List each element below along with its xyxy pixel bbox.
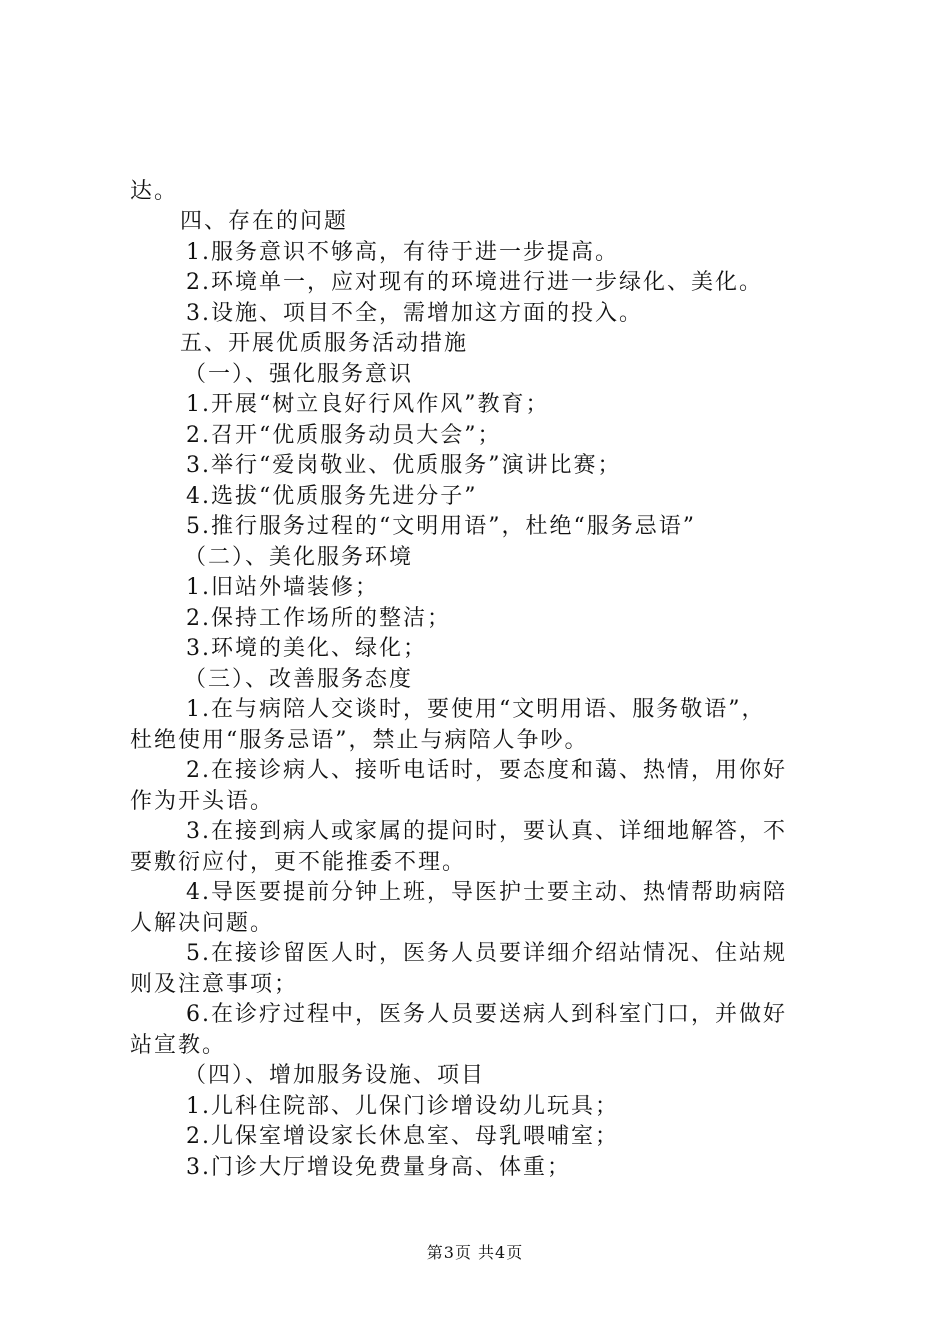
list-item: 2.在接诊病人、接听电话时，要态度和蔼、热情，用你好 — [186, 758, 787, 783]
subsection-heading: （一）、强化服务意识 — [184, 362, 414, 387]
list-item: 4.选拔“优质服务先进分子” — [186, 484, 478, 509]
subsection-heading: （三）、改善服务态度 — [184, 667, 414, 692]
section-heading: 四、存在的问题 — [180, 209, 349, 234]
list-item-continuation: 则及注意事项； — [130, 972, 299, 997]
text-line: 达。 — [130, 179, 179, 204]
list-item: 3.设施、项目不全，需增加这方面的投入。 — [186, 301, 643, 326]
list-item: 3.门诊大厅增设免费量身高、体重； — [186, 1155, 571, 1180]
list-item: 4.导医要提前分钟上班，导医护士要主动、热情帮助病陪 — [186, 880, 787, 905]
list-item: 3.举行“爱岗敬业、优质服务”演讲比赛； — [186, 453, 622, 478]
section-heading: 五、开展优质服务活动措施 — [180, 331, 469, 356]
list-item: 1.开展“树立良好行风作风”教育； — [186, 392, 550, 417]
list-item: 2.环境单一，应对现有的环境进行进一步绿化、美化。 — [186, 270, 763, 295]
list-item: 3.在接到病人或家属的提问时，要认真、详细地解答，不 — [186, 819, 787, 844]
list-item: 6.在诊疗过程中，医务人员要送病人到科室门口，并做好 — [186, 1002, 787, 1027]
list-item-continuation: 人解决问题。 — [130, 911, 275, 936]
page-footer: 第3页 共4页 — [426, 1243, 524, 1262]
list-item-continuation: 要敷衍应付，更不能推委不理。 — [130, 850, 467, 875]
list-item: 1.旧站外墙装修； — [186, 575, 379, 600]
list-item: 2.保持工作场所的整洁； — [186, 606, 451, 631]
subsection-heading: （四）、增加服务设施、项目 — [184, 1063, 486, 1088]
list-item-continuation: 作为开头语。 — [130, 789, 275, 814]
list-item: 1.儿科住院部、儿保门诊增设幼儿玩具； — [186, 1094, 619, 1119]
list-item-continuation: 杜绝使用“服务忌语”，禁止与病陪人争吵。 — [130, 728, 589, 753]
list-item: 1.服务意识不够高，有待于进一步提高。 — [186, 240, 619, 265]
list-item: 3.环境的美化、绿化； — [186, 636, 427, 661]
list-item-continuation: 站宣教。 — [130, 1033, 227, 1058]
list-item: 2.召开“优质服务动员大会”； — [186, 423, 502, 448]
list-item: 1.在与病陪人交谈时，要使用“文明用语、服务敬语”， — [186, 697, 766, 722]
list-item: 5.在接诊留医人时，医务人员要详细介绍站情况、住站规 — [186, 941, 787, 966]
subsection-heading: （二）、美化服务环境 — [184, 545, 414, 570]
list-item: 2.儿保室增设家长休息室、母乳喂哺室； — [186, 1124, 619, 1149]
list-item: 5.推行服务过程的“文明用语”，杜绝“服务忌语” — [186, 514, 696, 539]
